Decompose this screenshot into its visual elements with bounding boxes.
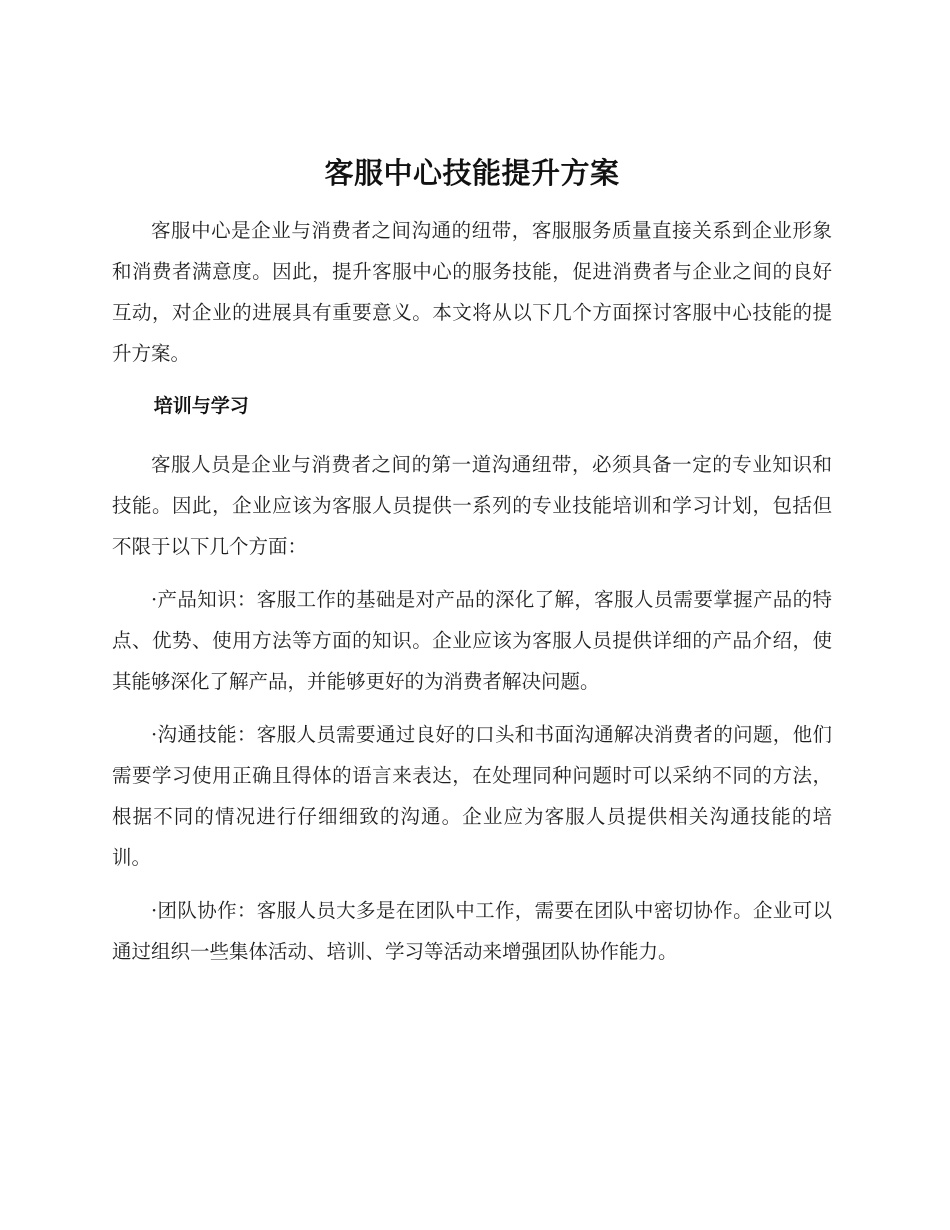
bullet-item-teamwork — [112, 890, 832, 972]
section-heading: 培训与学习 — [153, 395, 249, 417]
section-intro-paragraph: 客服人员是企业与消费者之间的第一道沟通纽带，必须具备一定的专业知识和技能。因此，企业应该为客服人员提供一系列的专业技能培训和学习计划，包括但不限于以下几个方面： — [112, 453, 832, 558]
document-title: 客服中心技能提升方案 — [324, 156, 620, 190]
bullet-text: 团队协作：客服人员大多是在团队中工作，需要在团队中密切协作。企业可以通过组织一些集体活动、培训、学习等活动来增强团队协作能力。 — [112, 899, 832, 963]
document-body — [112, 148, 832, 984]
bullet-item-product-knowledge — [112, 579, 832, 702]
bullet-dot-icon: · — [151, 899, 158, 922]
bullet-item-communication-skills — [112, 714, 832, 878]
intro-paragraph: 客服中心是企业与消费者之间沟通的纽带，客服服务质量直接关系到企业形象和消费者满意度。因此，提升客服中心的服务技能，促进消费者与企业之间的良好互动，对企业的进展具有重要意义。本文将从以下几个方面探讨客服中心技能的提升方案。 — [112, 219, 832, 365]
bullet-text: 沟通技能：客服人员需要通过良好的口头和书面沟通解决消费者的问题，他们需要学习使用正确且得体的语言来表达，在处理同种问题时可以采纳不同的方法，根据不同的情况进行仔细细致的沟通。企业应为客服人员提供相关沟通技能的培训。 — [112, 723, 832, 869]
bullet-text: 产品知识：客服工作的基础是对产品的深化了解，客服人员需要掌握产品的特点、优势、使用方法等方面的知识。企业应该为客服人员提供详细的产品介绍，使其能够深化了解产品，并能够更好的为消费者解决问题。 — [112, 588, 832, 693]
bullet-dot-icon: · — [151, 723, 158, 746]
bullet-dot-icon: · — [151, 588, 158, 611]
